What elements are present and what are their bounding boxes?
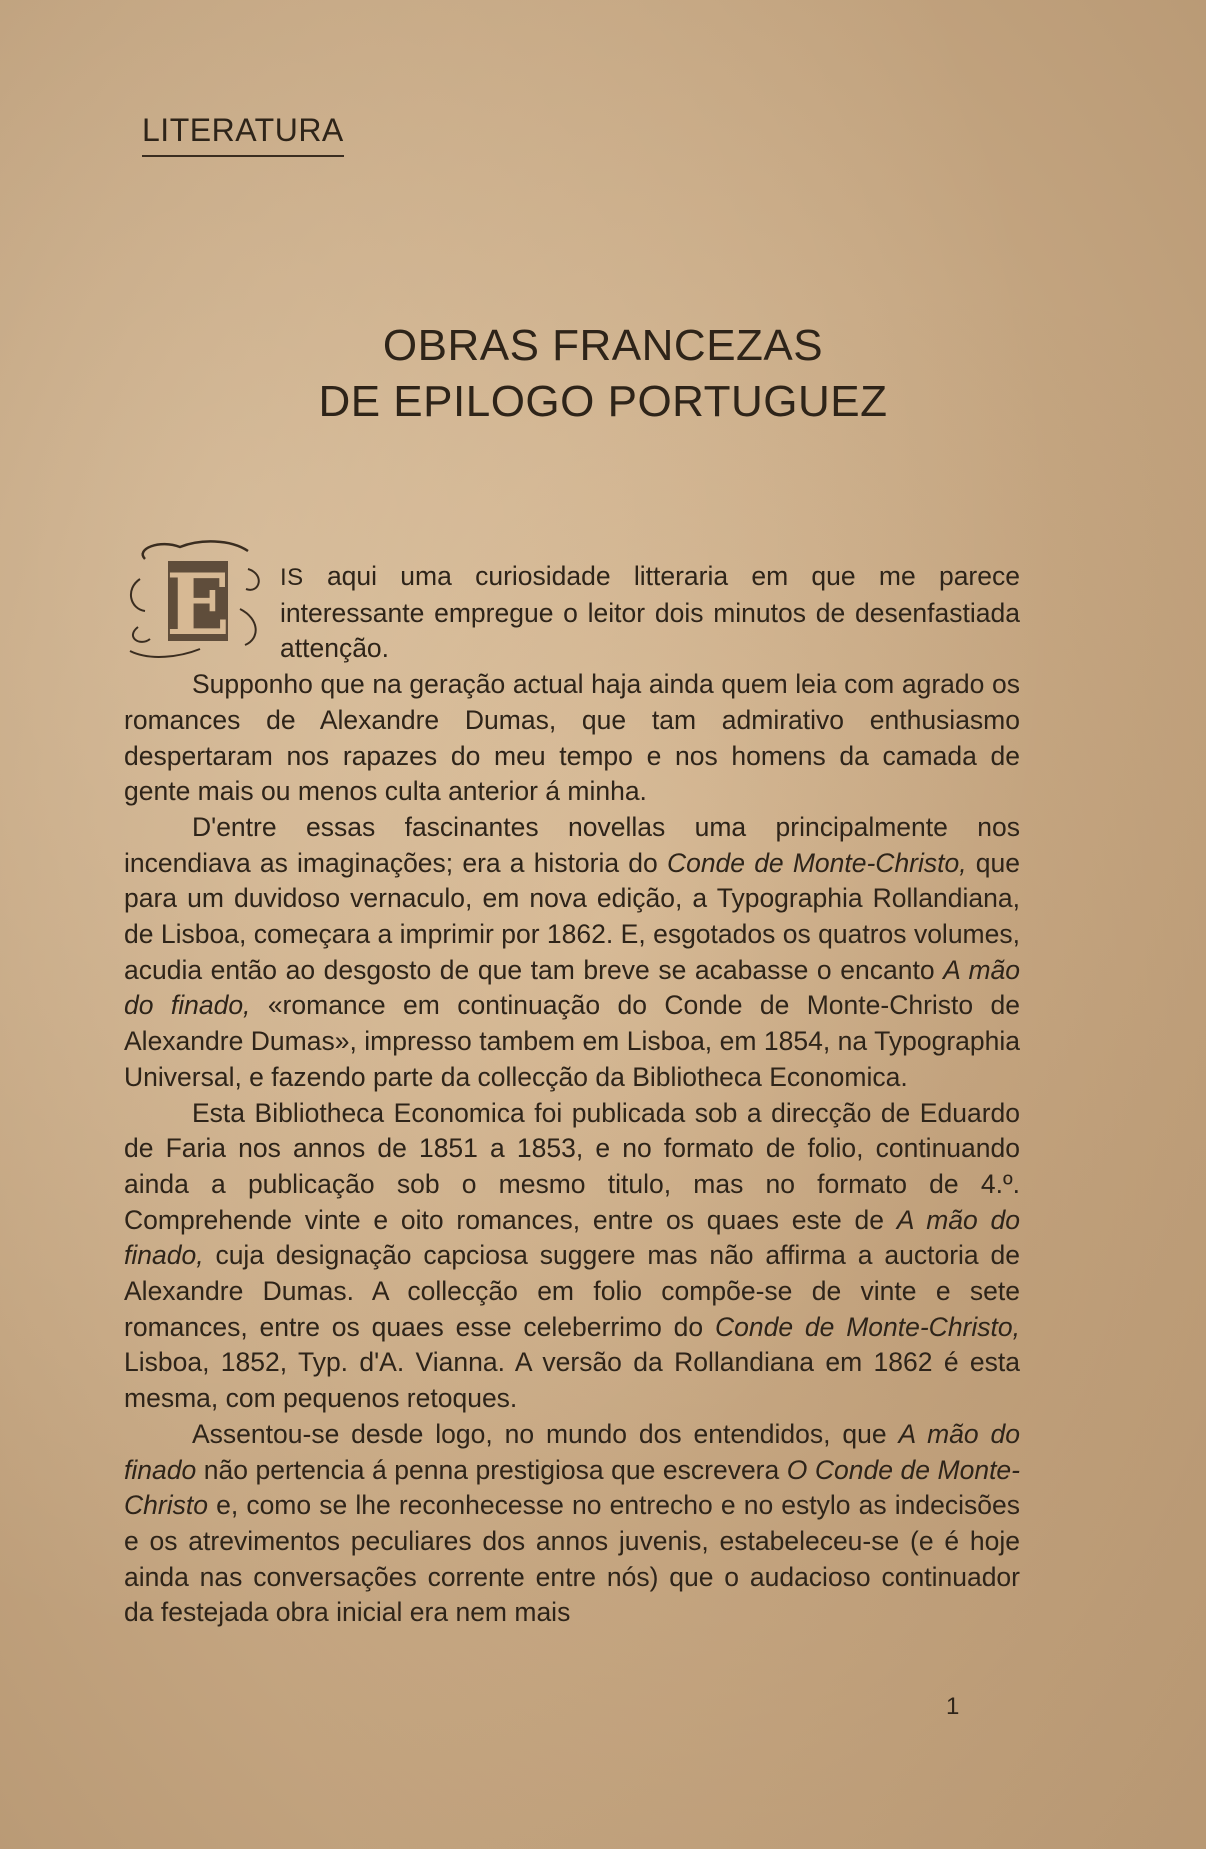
paragraph-3-text-a: D'entre essas fascinantes novellas uma principalmente nos incendiava as imaginações; era a historia do xyxy=(124,811,1020,878)
paragraph-4 xyxy=(124,1096,1020,1417)
drop-cap-continuation: IS xyxy=(280,564,304,591)
title-line-1: OBRAS FRANCEZAS xyxy=(382,321,824,370)
paragraph-3-text-c: «romance em continuação do Conde de Monte-Christo de Alexandre Dumas», impresso tambem em Lisboa, em 1854, na Typographia Universal, e fazendo parte da collecção da Bibliotheca Economica. xyxy=(124,990,1021,1092)
italic-title: Conde de Monte-Christo, xyxy=(714,1311,1020,1342)
italic-title: A mão do finado, xyxy=(124,954,1020,1021)
paragraph-4-text-c: Lisboa, 1852, Typ. d'A. Vianna. A versão da Rollandiana em 1862 é esta mesma, com pequenos retoques. xyxy=(124,1347,1020,1414)
paragraph-4-text-a: Esta Bibliotheca Economica foi publicada sob a direcção de Eduardo de Faria nos annos de 1851 a 1853, e no formato de folio, continuando ainda a publicação sob o mesmo titulo, mas no formato de 4.º. Comprehende vinte e oito romances, entre os quaes este de xyxy=(124,1097,1020,1235)
page-number: 1 xyxy=(946,1693,960,1720)
ornamental-drop-cap-icon xyxy=(120,539,270,659)
page-title xyxy=(0,318,1206,430)
italic-title: Conde de Monte-Christo, xyxy=(666,847,967,878)
italic-title: A mão do finado xyxy=(124,1418,1021,1485)
drop-cap-letter: E xyxy=(165,555,231,654)
paragraph-5 xyxy=(124,1417,1020,1631)
paragraph-1-text: aqui uma curiosidade litteraria em que me parece interessante empregue o leitor dois minutos de desenfastiada attenção. xyxy=(280,561,1020,664)
paragraph-5-text-b: não pertencia á penna prestigiosa que escrevera xyxy=(196,1454,787,1485)
body-text xyxy=(124,555,1021,1631)
paragraph-5-text-a: Assentou-se desde logo, no mundo dos entendidos, que xyxy=(192,1418,899,1449)
paragraph-4-text-b: cuja designação capciosa suggere mas não affirma a auctoria de Alexandre Dumas. A collecção em folio compõe-se de vinte e sete romances, entre os quaes esse celeberrimo do xyxy=(124,1240,1020,1342)
italic-title: O Conde de Monte-Christo xyxy=(124,1454,1020,1521)
paragraph-2: Supponho que na geração actual haja ainda quem leia com agrado os romances de Alexandre Dumas, que tam admirativo enthusiasmo despertaram nos rapazes do meu tempo e nos homens da camada de gente mais ou menos culta anterior á minha. xyxy=(124,669,1020,807)
section-header: LITERATURA xyxy=(142,112,344,157)
paragraph-5-text-c: e, como se lhe reconhecesse no entrecho e no estylo as indecisões e os atrevimentos peculiares dos annos juvenis, estabeleceu-se (e é hoje ainda nas conversações corrente entre nós) que o audacioso continuador da festejada obra inicial era nem mais xyxy=(124,1490,1020,1628)
paragraph-1 xyxy=(124,555,1020,667)
title-line-2: DE EPILOGO PORTUGUEZ xyxy=(318,377,888,426)
paragraph-3 xyxy=(124,810,1020,1096)
paragraph-3-text-b: que para um duvidoso vernaculo, em nova edição, a Typographia Rollandiana, de Lisboa, começara a imprimir por 1862. E, esgotados os quatros volumes, acudia então ao desgosto de que tam breve se acabasse o encanto xyxy=(124,847,1021,985)
italic-title: A mão do finado, xyxy=(124,1204,1020,1271)
